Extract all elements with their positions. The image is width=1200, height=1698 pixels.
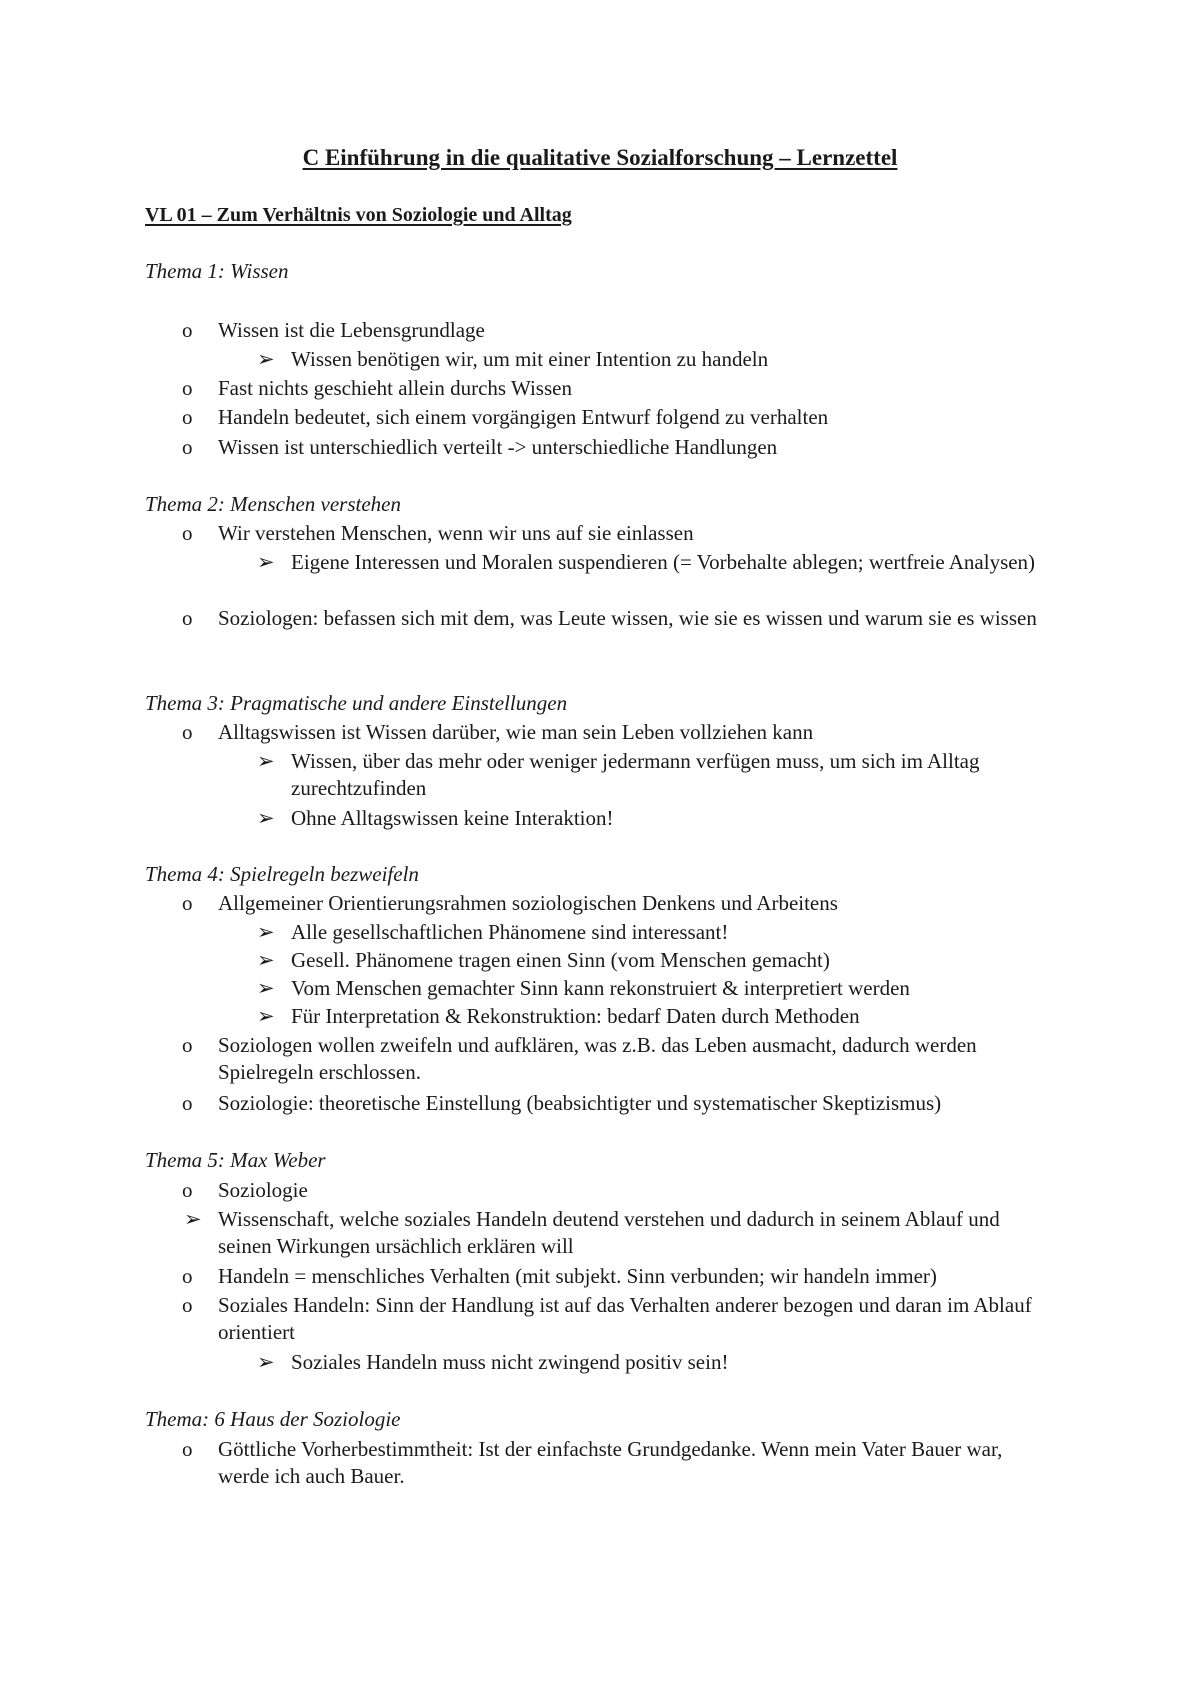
arrow-bullet-icon: ➢ [257, 920, 275, 944]
circle-bullet-icon: o [182, 376, 193, 400]
circle-bullet-icon: o [182, 318, 193, 342]
circle-bullet-icon: o [182, 521, 193, 545]
arrow-bullet-icon: ➢ [257, 550, 275, 574]
list-item: o Soziologen wollen zweifeln und aufklären, was z.B. das Leben ausmacht, dadurch werden Spielregeln erschlossen. [182, 1033, 977, 1084]
arrow-bullet-icon: ➢ [257, 948, 275, 972]
list-item: o Alltagswissen ist Wissen darüber, wie man sein Leben vollziehen kann [182, 720, 814, 744]
arrow-bullet-icon: ➢ [257, 749, 275, 773]
list-item: o Allgemeiner Orientierungsrahmen soziologischen Denkens und Arbeitens [182, 891, 838, 915]
thema-4-heading: Thema 4: Spielregeln bezweifeln [145, 862, 419, 886]
list-item: o Soziales Handeln: Sinn der Handlung ist auf das Verhalten anderer bezogen und daran im Ablauf orientiert [182, 1293, 1032, 1344]
sub-list-item: ➢ Ohne Alltagswissen keine Interaktion! [257, 806, 614, 830]
list-item: o Handeln = menschliches Verhalten (mit subjekt. Sinn verbunden; wir handeln immer) [182, 1264, 937, 1288]
list-item: o Soziologen: befassen sich mit dem, was Leute wissen, wie sie es wissen und warum sie es wissen [182, 606, 1037, 630]
circle-bullet-icon: o [182, 606, 193, 630]
arrow-bullet-icon: ➢ [257, 347, 275, 371]
thema-6-heading: Thema: 6 Haus der Soziologie [145, 1407, 401, 1431]
arrow-bullet-icon: ➢ [257, 1004, 275, 1028]
list-item: o Handeln bedeutet, sich einem vorgängigen Entwurf folgend zu verhalten [182, 405, 829, 429]
circle-bullet-icon: o [182, 1264, 193, 1288]
list-item: o Wissen ist unterschiedlich verteilt -> unterschiedliche Handlungen [182, 435, 778, 459]
sub-list-item: ➢ Vom Menschen gemachter Sinn kann rekonstruiert & interpretiert werden [257, 976, 910, 1000]
list-item: o Göttliche Vorherbestimmtheit: Ist der einfachste Grundgedanke. Wenn mein Vater Bauer war, werde ich auch Bauer. [182, 1437, 1003, 1488]
circle-bullet-icon: o [182, 891, 193, 915]
circle-bullet-icon: o [182, 720, 193, 744]
sub-list-item: ➢ Wissen benötigen wir, um mit einer Intention zu handeln [257, 347, 769, 371]
thema-5-heading: Thema 5: Max Weber [145, 1148, 326, 1172]
sub-list-item: ➢ Für Interpretation & Rekonstruktion: bedarf Daten durch Methoden [257, 1004, 860, 1028]
list-item: o Wir verstehen Menschen, wenn wir uns auf sie einlassen [182, 521, 694, 545]
sub-list-item: ➢ Soziales Handeln muss nicht zwingend positiv sein! [257, 1350, 729, 1374]
circle-bullet-icon: o [182, 1293, 193, 1317]
sub-list-item: ➢ Alle gesellschaftlichen Phänomene sind interessant! [257, 920, 729, 944]
list-item: ➢ Wissenschaft, welche soziales Handeln deutend verstehen und dadurch in seinem Ablauf und seinen Wirkungen ursächlich erklären will [184, 1207, 1000, 1258]
thema-1-heading: Thema 1: Wissen [145, 259, 289, 283]
list-item: o Fast nichts geschieht allein durchs Wissen [182, 376, 572, 400]
thema-3-heading: Thema 3: Pragmatische und andere Einstellungen [145, 691, 568, 715]
circle-bullet-icon: o [182, 1178, 193, 1202]
arrow-bullet-icon: ➢ [257, 976, 275, 1000]
circle-bullet-icon: o [182, 435, 193, 459]
arrow-bullet-icon: ➢ [184, 1207, 202, 1231]
list-item: o Soziologie: theoretische Einstellung (beabsichtigter und systematischer Skeptizismus) [182, 1091, 942, 1115]
sub-list-item: ➢ Wissen, über das mehr oder weniger jedermann verfügen muss, um sich im Alltag zurechtzufinden [257, 749, 980, 800]
circle-bullet-icon: o [182, 405, 193, 429]
arrow-bullet-icon: ➢ [257, 806, 275, 830]
circle-bullet-icon: o [182, 1437, 193, 1461]
document-title: C Einführung in die qualitative Sozialforschung – Lernzettel [302, 145, 898, 170]
thema-2-heading: Thema 2: Menschen verstehen [145, 492, 401, 516]
list-item: o Wissen ist die Lebensgrundlage [182, 318, 485, 342]
sub-list-item: ➢ Gesell. Phänomene tragen einen Sinn (vom Menschen gemacht) [257, 948, 830, 972]
lecture-heading: VL 01 – Zum Verhältnis von Soziologie und Alltag [145, 204, 572, 226]
circle-bullet-icon: o [182, 1091, 193, 1115]
arrow-bullet-icon: ➢ [257, 1350, 275, 1374]
sub-list-item: ➢ Eigene Interessen und Moralen suspendieren (= Vorbehalte ablegen; wertfreie Analysen) [257, 550, 1036, 574]
circle-bullet-icon: o [182, 1033, 193, 1057]
list-item: o Soziologie [182, 1178, 308, 1202]
